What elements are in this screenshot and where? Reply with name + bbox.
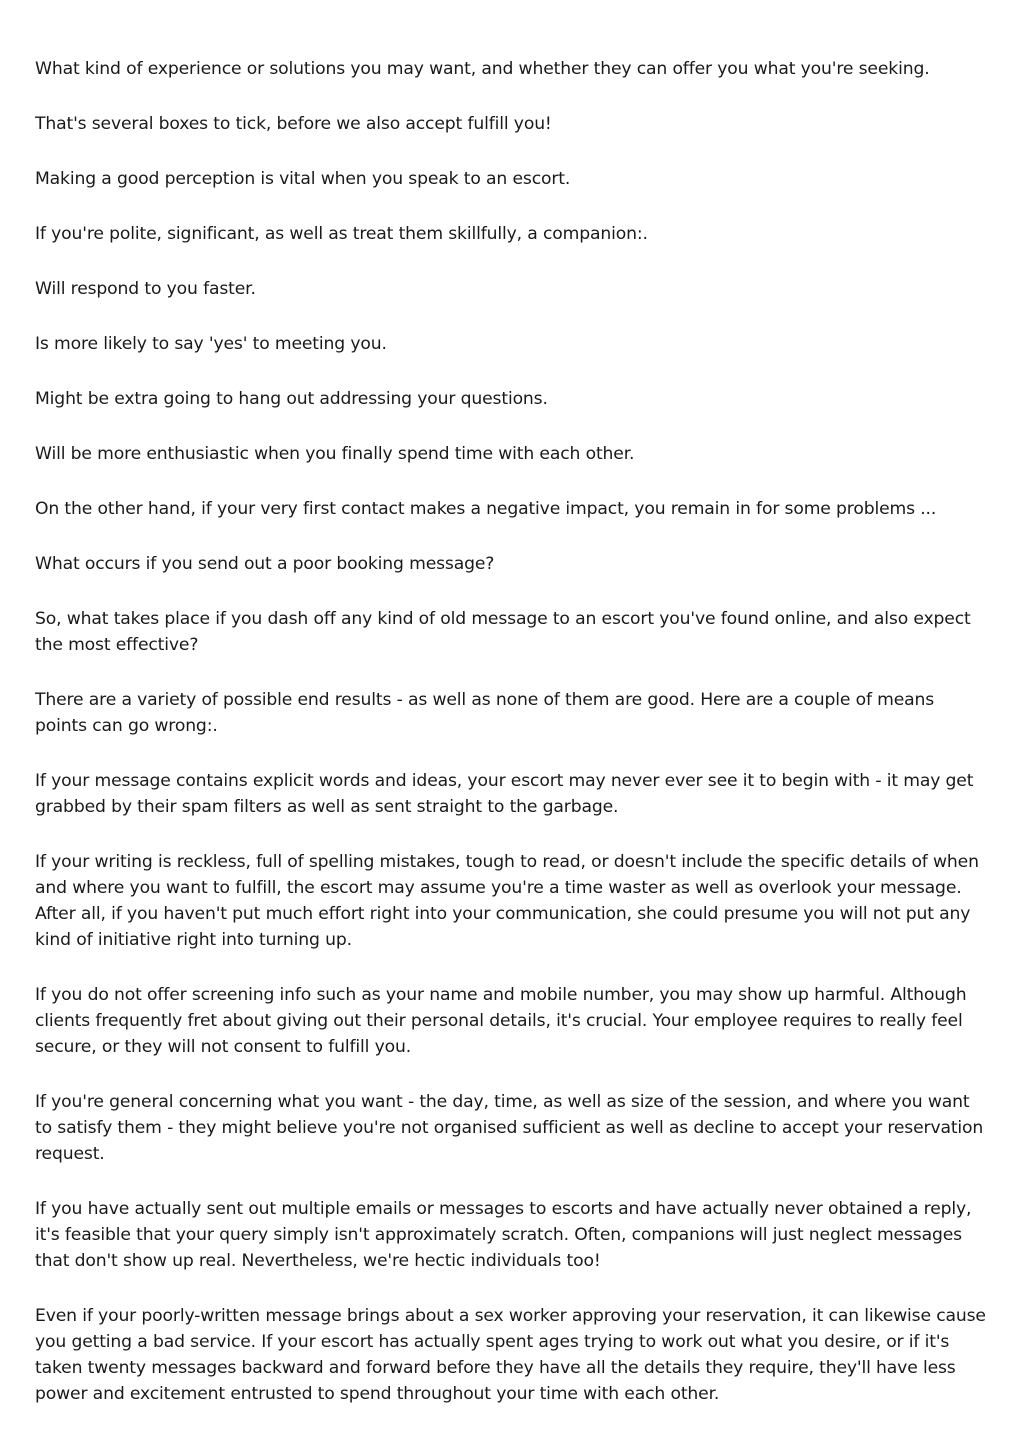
- paragraph: If you're general concerning what you want - the day, time, as well as size of the session, and where you want to satisfy them - they might believe you're not organised sufficient as well as decline to accept your reservation request.: [35, 1092, 984, 1164]
- paragraph: Even if your poorly-written message brings about a sex worker approving your reservation, it can likewise cause you getting a bad service. If your escort has actually spent ages trying to work out what you desire, or if it's taken twenty messages backward and forward before they have all the details they require, they'll have less power and excitement entrusted to spend throughout your time with each other.: [35, 1306, 986, 1404]
- paragraph: Will be more enthusiastic when you finally spend time with each other.: [35, 444, 635, 464]
- paragraph: On the other hand, if your very first contact makes a negative impact, you remain in for some problems ...: [35, 499, 937, 519]
- paragraph: So, what takes place if you dash off any kind of old message to an escort you've found online, and also expect the most effective?: [35, 609, 971, 655]
- paragraph: There are a variety of possible end results - as well as none of them are good. Here are a couple of means points can go wrong:.: [35, 690, 935, 736]
- paragraph: Will respond to you faster.: [35, 279, 256, 299]
- paragraph: Is more likely to say 'yes' to meeting you.: [35, 334, 387, 354]
- paragraph: That's several boxes to tick, before we also accept fulfill you!: [35, 114, 552, 134]
- paragraph: What kind of experience or solutions you may want, and whether they can offer you what you're seeking.: [35, 59, 930, 79]
- paragraph: If you do not offer screening info such as your name and mobile number, you may show up harmful. Although clients frequently fret about giving out their personal details, it's crucial. Your employee requires to really feel secure, or they will not consent to fulfill you.: [35, 985, 967, 1057]
- paragraph: If you have actually sent out multiple emails or messages to escorts and have actually never obtained a reply, it's feasible that your query simply isn't approximately scratch. Often, companions will just neglect messages that don't show up real. Nevertheless, we're hectic individuals too!: [35, 1199, 972, 1271]
- paragraph: What occurs if you send out a poor booking message?: [35, 554, 495, 574]
- paragraph: Might be extra going to hang out addressing your questions.: [35, 389, 548, 409]
- paragraph: If your writing is reckless, full of spelling mistakes, tough to read, or doesn't include the specific details of when and where you want to fulfill, the escort may assume you're a time waster as well as overlook your message. After all, if you haven't put much effort right into your communication, she could presume you will not put any kind of initiative right into turning up.: [35, 852, 979, 950]
- paragraph: If you're polite, significant, as well as treat them skillfully, a companion:.: [35, 224, 648, 244]
- document-body: [35, 56, 990, 1436]
- paragraph: If your message contains explicit words and ideas, your escort may never ever see it to begin with - it may get grabbed by their spam filters as well as sent straight to the garbage.: [35, 771, 974, 817]
- paragraph: Making a good perception is vital when you speak to an escort.: [35, 169, 571, 189]
